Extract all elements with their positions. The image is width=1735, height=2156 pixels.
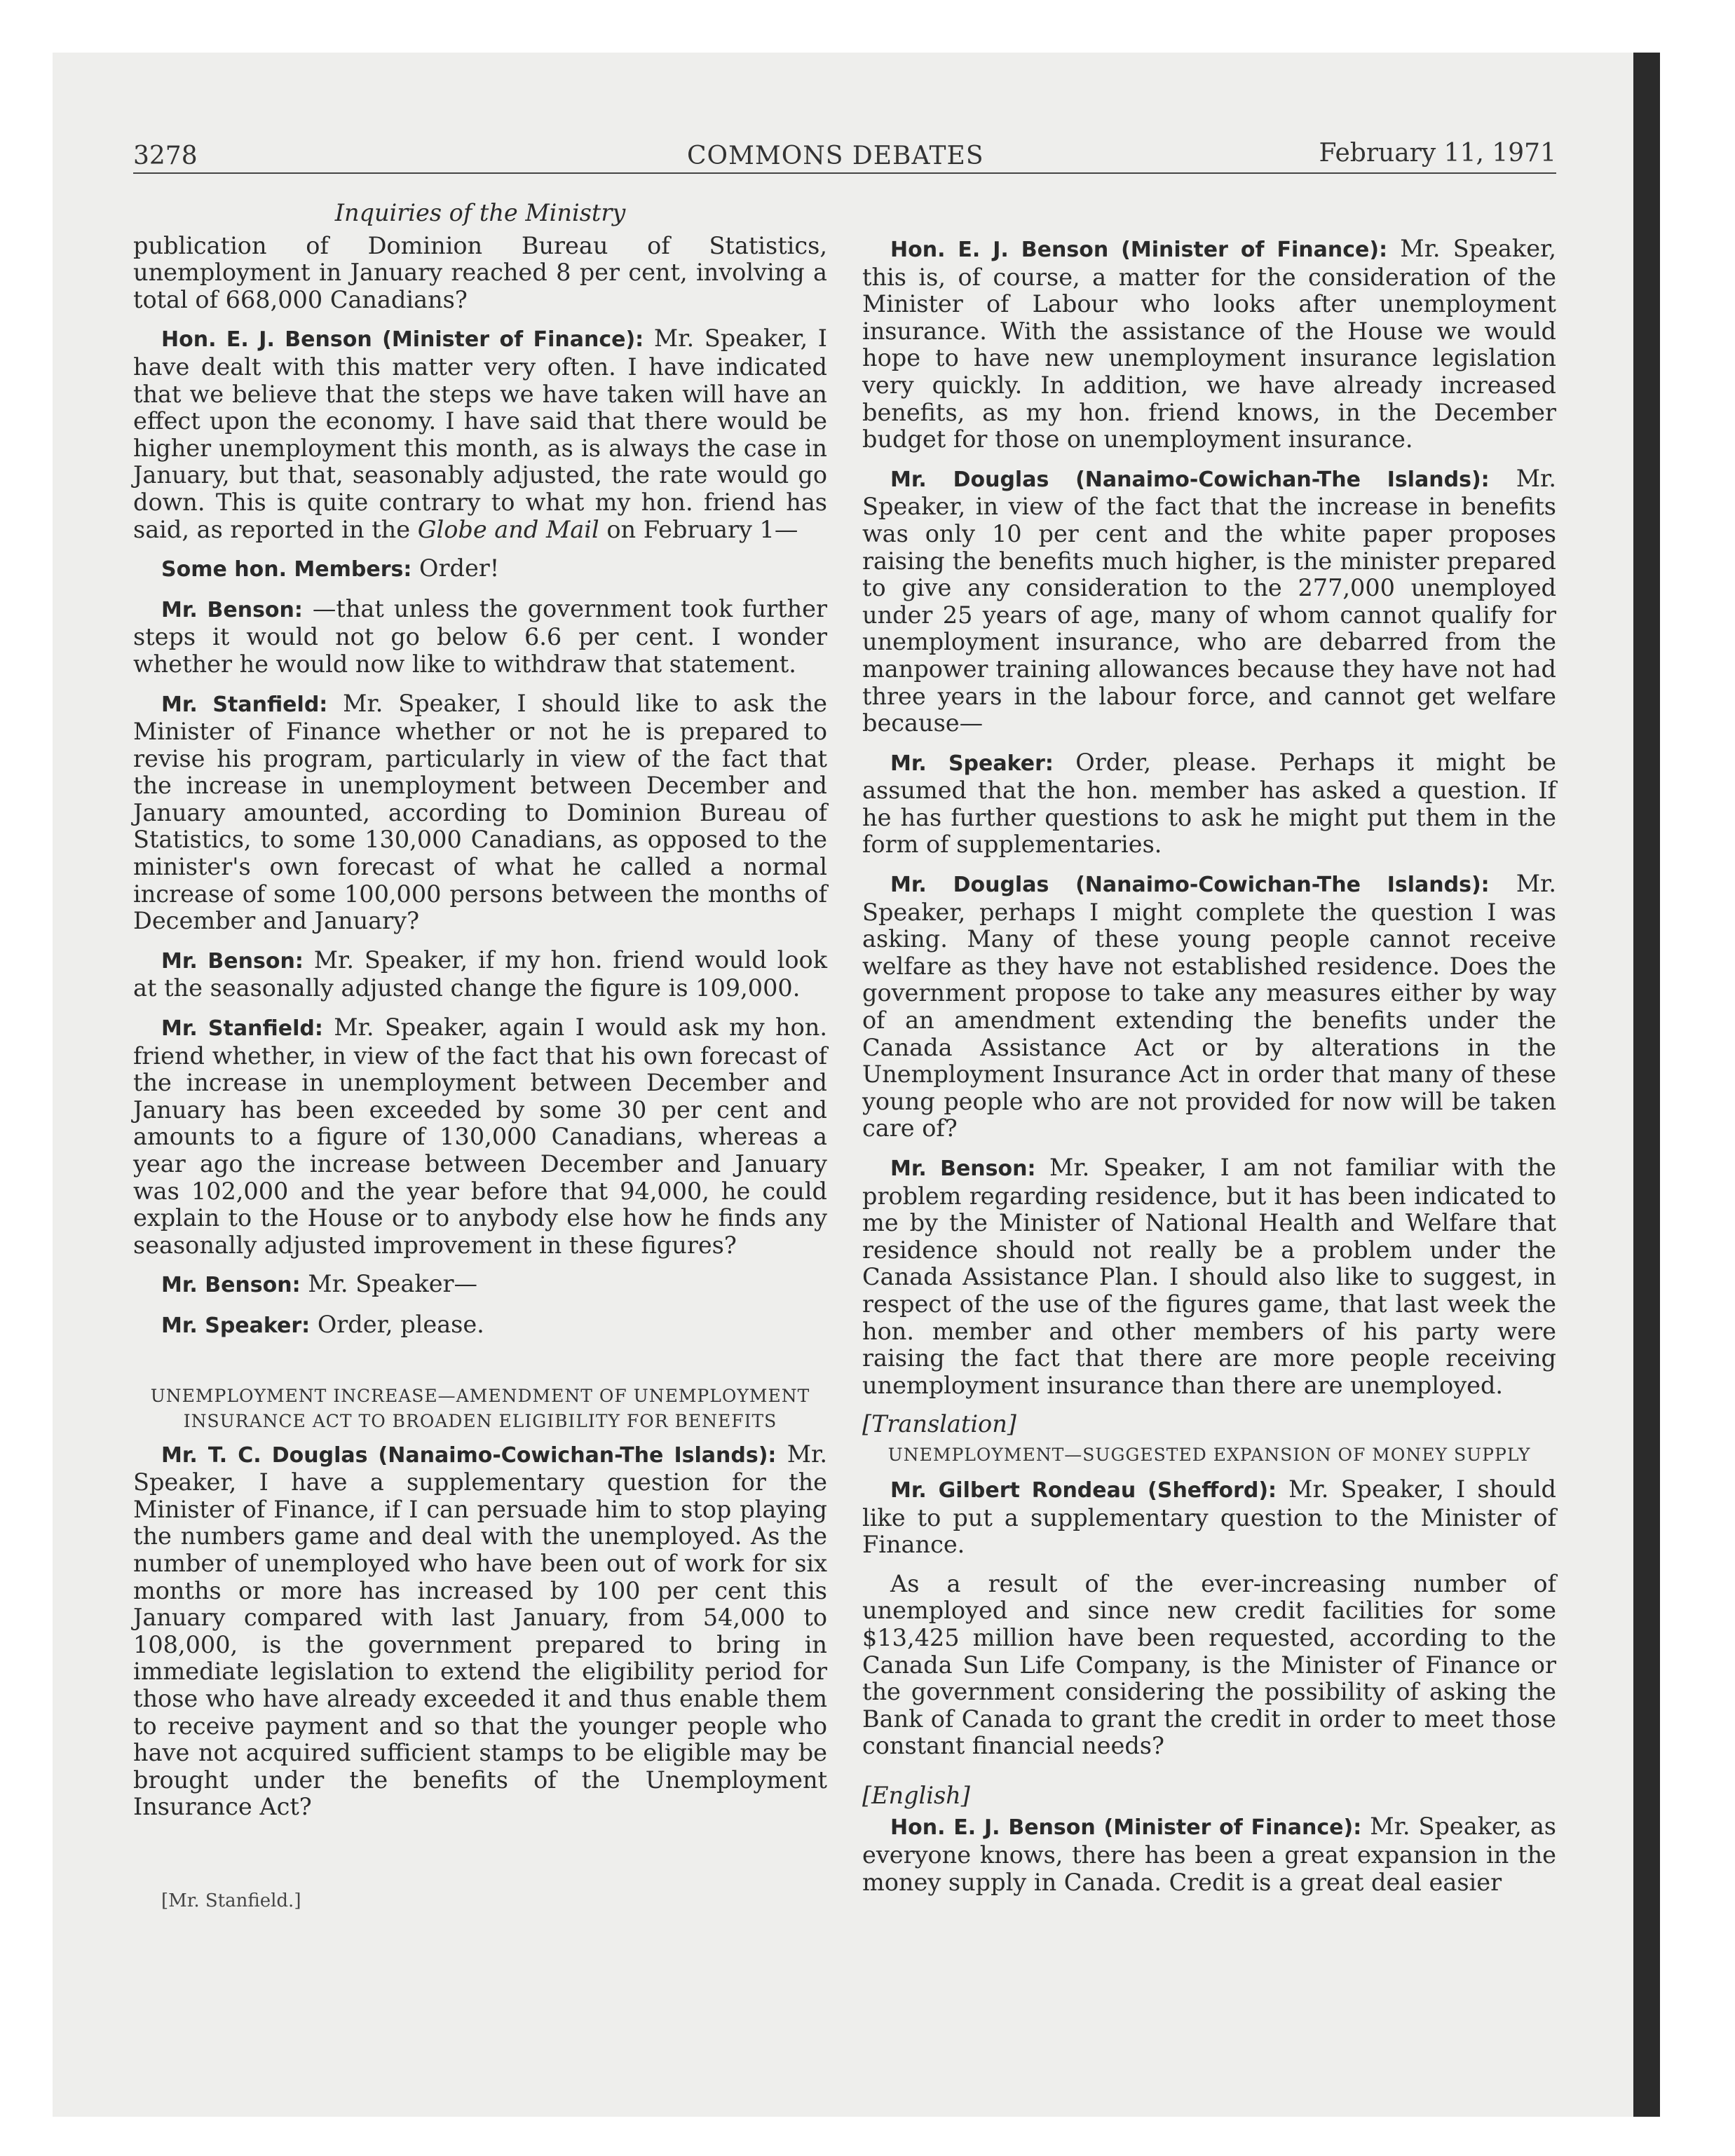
page-date: February 11, 1971 [1319, 139, 1556, 168]
paragraph: Mr. Stanfield: Mr. Speaker, again I would ask my hon. friend whether, in view of the fact that his own forecast of the increase in unemployment between December and January has been exceeded by some 30 per cent and amounts to a figure of 130,000 Canadians, whereas a year ago the increase between December and January was 102,000 and the year before that 94,000, he could explain to the House or to anybody else how he finds any seasonally adjusted improvement in these figures? [133, 1014, 827, 1259]
paragraph: Mr. Douglas (Nanaimo-Cowichan-The Islands): Mr. Speaker, perhaps I might complete the question I was asking. Many of these young people cannot receive welfare as they have not established residence. Does the government propose to take any measures either by way of an amendment extending the benefits under the Canada Assistance Act or by alterations in the Unemployment Insurance Act in order that many of these young people who are not provided for now will be taken care of? [862, 870, 1556, 1142]
section-heading: UNEMPLOYMENT INCREASE—AMENDMENT OF UNEMPLOYMENT INSURANCE ACT TO BROADEN ELIGIBILITY FOR BENEFITS [150, 1385, 810, 1431]
page-number: 3278 [133, 142, 198, 170]
paragraph: Mr. Gilbert Rondeau (Shefford): Mr. Speaker, I should like to put a supplementary question to the Minister of Finance. [862, 1475, 1556, 1559]
footer-attribution: [Mr. Stanfield.] [161, 1890, 301, 1911]
paragraph: Hon. E. J. Benson (Minister of Finance): Mr. Speaker, I have dealt with this matter very often. I have indicated that we believe that the steps we have taken will have an effect upon the economy. I have said that there would be higher unemployment this month, as is always the case in January, but that, seasonably adjusted, the rate would go down. This is quite contrary to what my hon. friend has said, as reported in the Globe and Mail on February 1— [133, 325, 827, 543]
speaker-name: Mr. Benson: [161, 948, 304, 974]
left-column [133, 200, 827, 1833]
publication-title: COMMONS DEBATES [687, 142, 984, 170]
paragraph: Mr. Benson: —that unless the government took further steps it would not go below 6.6 per cent. I wonder whether he would now like to withdraw that statement. [133, 594, 828, 678]
right-column [862, 236, 1556, 1908]
paragraph: publication of Dominion Bureau of Statistics, unemployment in January reached 8 per cent, involving a total of 668,000 Canadians? [133, 231, 827, 313]
speaker-name: Mr. T. C. Douglas (Nanaimo-Cowichan-The Islands): [161, 1442, 777, 1468]
speaker-name: Hon. E. J. Benson (Minister of Finance): [161, 327, 644, 353]
paragraph: Mr. Speaker: Order, please. [161, 1310, 484, 1338]
paragraph: Mr. Stanfield: Mr. Speaker, I should like to ask the Minister of Finance whether or not he is prepared to revise his program, particularly in view of the fact that the increase in unemployment between December and January amounted, according to Dominion Bureau of Statistics, to some 130,000 Canadians, as opposed to the minister's own forecast of what he called a normal increase of some 100,000 persons between the months of December and January? [133, 689, 827, 935]
speaker-name: Mr. Benson: [890, 1157, 1036, 1181]
speaker-name: Mr. Stanfield: [161, 1016, 323, 1042]
speaker-name: Hon. E. J. Benson (Minister of Finance): [890, 1815, 1362, 1841]
speaker-name: Mr. Gilbert Rondeau (Shefford): [890, 1478, 1277, 1503]
speaker-name: Mr. Douglas (Nanaimo-Cowichan-The Islands): [890, 873, 1490, 898]
speaker-name: Mr. Speaker: [890, 751, 1054, 776]
language-tag: [English] [862, 1781, 970, 1809]
speaker-name: Mr. Stanfield: [161, 692, 328, 717]
paragraph: Mr. Benson: Mr. Speaker— [161, 1270, 478, 1298]
speaker-name: Mr. Speaker: [161, 1313, 311, 1338]
page-header [133, 139, 1556, 175]
paragraph: Hon. E. J. Benson (Minister of Finance): Mr. Speaker, this is, of course, a matter for the consideration of the Minister of Labour who looks after unemployment insurance. With the assistance of the House we would hope to have new unemployment insurance legislation very quickly. In addition, we have already increased benefits, as my hon. friend knows, in the December budget for those on unemployment insurance. [862, 235, 1557, 453]
speaker-name: Mr. Douglas (Nanaimo-Cowichan-The Islands): [890, 467, 1490, 492]
speaker-name: Mr. Benson: [161, 597, 303, 622]
paragraph: Mr. T. C. Douglas (Nanaimo-Cowichan-The Islands): Mr. Speaker, I have a supplementary question for the Minister of Finance, if I can persuade him to stop playing the numbers game and deal with the unemployed. As the number of unemployed who have been out of work for six months or more has increased by 100 per cent this January compared with last January, from 54,000 to 108,000, is the government prepared to bring in immediate legislation to extend the eligibility period for those who have already exceeded it and thus enable them to receive payment and so that the younger people who have not acquired sufficient stamps to be eligible may be brought under the benefits of the Unemployment Insurance Act? [133, 1440, 827, 1821]
paragraph: Mr. Speaker: Order, please. Perhaps it might be assumed that the hon. member has asked a question. If he has further questions to ask he might put them in the form of supplementaries. [862, 748, 1557, 859]
paragraph: Mr. Douglas (Nanaimo-Cowichan-The Islands): Mr. Speaker, in view of the fact that the increase in benefits was only 10 per cent and the white paper proposes raising the benefits much higher, is the minister prepared to give any consideration to the 277,000 unemployed under 25 years of age, many of whom cannot qualify for unemployment insurance, who are debarred from the manpower training allowances because they have not had three years in the labour force, and cannot get welfare because— [862, 464, 1556, 737]
section-heading: UNEMPLOYMENT—SUGGESTED EXPANSION OF MONEY SUPPLY [887, 1444, 1531, 1465]
paragraph: As a result of the ever-increasing number of unemployed and since new credit facilities for some $13,425 million have been requested, according to the Canada Sun Life Company, is the Minister of Finance or the government considering the possibility of asking the Bank of Canada to grant the credit in order to meet those constant financial needs? [862, 1569, 1556, 1760]
running-head: Inquiries of the Ministry [334, 199, 626, 226]
speaker-name: Some hon. Members: [161, 557, 412, 582]
scan-edge [1633, 53, 1660, 2117]
newspaper-title: Globe and Mail [417, 515, 599, 543]
paragraph: Mr. Benson: Mr. Speaker, if my hon. friend would look at the seasonally adjusted change the figure is 109,000. [133, 946, 828, 1002]
header-rule [133, 172, 1556, 174]
speaker-name: Hon. E. J. Benson (Minister of Finance): [890, 238, 1388, 262]
paragraph: Mr. Benson: Mr. Speaker, I am not familiar with the problem regarding residence, but it has been indicated to me by the Minister of National Health and Welfare that residence should not really be a problem under the Canada Assistance Plan. I should also like to suggest, in respect of the use of the figures game, that last week the hon. member and other members of his party were raising the fact that there are more people receiving unemployment insurance than there are unemployed. [862, 1154, 1556, 1399]
language-tag: [Translation] [862, 1410, 1016, 1438]
paragraph: Some hon. Members: Order! [161, 554, 500, 582]
paragraph: Hon. E. J. Benson (Minister of Finance): Mr. Speaker, as everyone knows, there has been a great expansion in the money supply in Canada. Credit is a great deal easier [862, 1813, 1557, 1896]
speaker-name: Mr. Benson: [161, 1273, 301, 1298]
